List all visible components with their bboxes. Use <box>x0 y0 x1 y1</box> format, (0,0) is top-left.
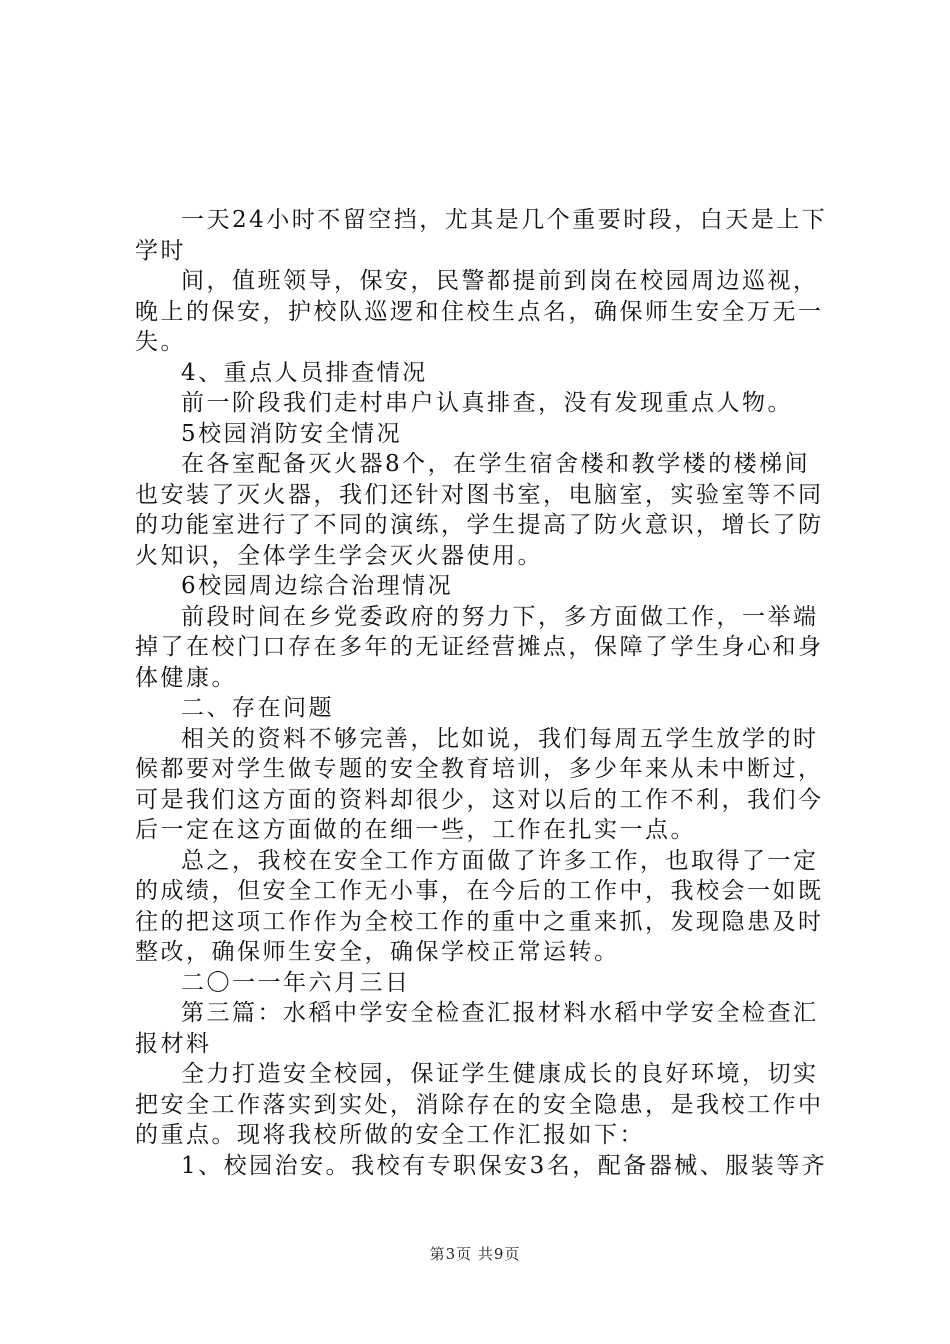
text-line: 体健康。 <box>135 664 237 691</box>
date-line: 二〇一一年六月三日 <box>181 969 411 996</box>
text-line: 总之，我校在安全工作方面做了许多工作，也取得了一定 <box>181 847 819 874</box>
text-line: 相关的资料不够完善，比如说，我们每周五学生放学的时 <box>181 725 819 752</box>
text-line: 的成绩，但安全工作无小事，在今后的工作中，我校会一如既 <box>135 878 824 904</box>
section-heading: 二、存在问题 <box>181 695 334 721</box>
text-line: 全力打造安全校园，保证学生健康成长的良好环境，切实 <box>181 1061 819 1087</box>
page-footer: 第3页 共9页 <box>429 1245 521 1263</box>
text-line: 的重点。现将我校所做的安全工作汇报如下： <box>135 1122 645 1148</box>
text-line: 间，值班领导，保安，民警都提前到岗在校园周边巡视， <box>181 268 819 294</box>
text-line: 把安全工作落实到实处，消除存在的安全隐患，是我校工作中 <box>135 1091 824 1118</box>
text-line: 的功能室进行了不同的演练，学生提高了防火意识，增长了防 <box>135 512 824 538</box>
text-line: 也安装了灭火器，我们还针对图书室，电脑室，实验室等不同 <box>135 481 824 508</box>
section-heading: 4、重点人员排查情况 <box>181 359 428 386</box>
document-body <box>135 205 835 1181</box>
text-line: 前一阶段我们走村串户认真排查，没有发现重点人物。 <box>181 390 793 416</box>
text-line: 学时 <box>135 237 186 264</box>
section-heading: 5校园消防安全情况 <box>181 420 403 447</box>
text-line: 后一定在这方面做的在细一些，工作在扎实一点。 <box>135 817 696 843</box>
text-line: 晚上的保安，护校队巡逻和住校生点名，确保师生安全万无一 <box>135 298 824 325</box>
text-line: 前段时间在乡党委政府的努力下，多方面做工作，一举端 <box>181 603 819 630</box>
text-line: 候都要对学生做专题的安全教育培训，多少年来从未中断过， <box>135 756 824 782</box>
text-line: 火知识，全体学生学会灭火器使用。 <box>135 542 543 569</box>
text-line: 整改，确保师生安全，确保学校正常运转。 <box>135 939 620 965</box>
section-heading: 第三篇：水稻中学安全检查汇报材料水稻中学安全检查汇 <box>181 1000 819 1026</box>
text-line: 可是我们这方面的资料却很少，这对以后的工作不利，我们今 <box>135 786 824 813</box>
section-heading: 6校园周边综合治理情况 <box>181 573 454 599</box>
text-line: 掉了在校门口存在多年的无证经营摊点，保障了学生身心和身 <box>135 634 824 660</box>
text-line: 在各室配备灭火器8个，在学生宿舍楼和教学楼的楼梯间 <box>181 451 811 477</box>
text-line: 报材料 <box>135 1030 212 1057</box>
text-line: 1、校园治安。我校有专职保安3名，配备器械、服装等齐 <box>181 1152 828 1179</box>
text-line: 一天24小时不留空挡，尤其是几个重要时段，白天是上下 <box>181 207 828 233</box>
text-line: 往的把这项工作作为全校工作的重中之重来抓，发现隐患及时 <box>135 908 824 935</box>
text-line: 失。 <box>135 329 186 355</box>
